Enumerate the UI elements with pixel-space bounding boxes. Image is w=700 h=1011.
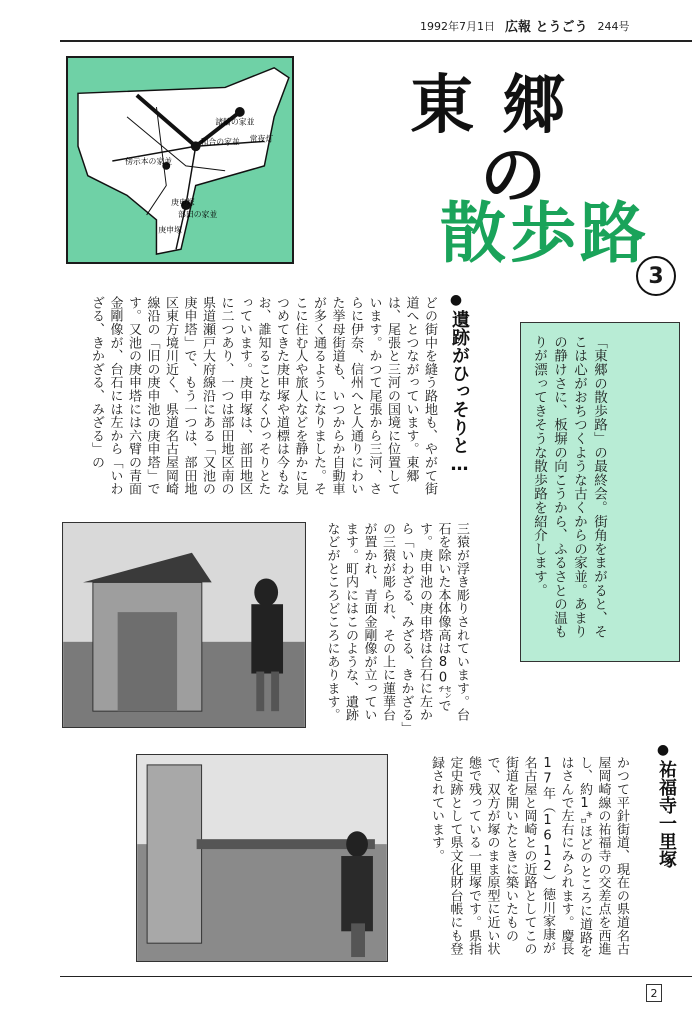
section1-body-continued: 三猿が浮き彫りされています。台石を除いた本体像高は80㌢です。庚申池の庚申塔は台石に左から「いわざる、みざる、きかざる」の三猿が彫られ、その上に蓮華台が置かれ、青面金剛像が立っています。町内にはこのような、遺跡などがところどころにあります。: [324, 522, 469, 729]
section2-body: かつて平針街道、現在の県道名古屋岡崎線の祐福寺の交差点を西進し、約1㌔ほどのところに道路をはさんで左右にみられます。慶長17年（1612）徳川家康が名古屋と岡崎との近路としてこの街道を開いたときに築いたもので、双方が塚のまま原型に近い状態で残っている一里塚です。県指定史跡として県文化財台帳にも登録されています。: [429, 756, 629, 958]
title-line-3: 散歩路: [440, 195, 650, 272]
map-label: 部田の家並: [178, 209, 218, 219]
section1-heading-wrap: [448, 292, 464, 312]
title-line-1: 東郷: [410, 69, 594, 143]
map-label: 常夜灯: [249, 134, 274, 144]
top-rule: [60, 40, 692, 42]
section2-heading: 祐福寺一里塚: [656, 760, 677, 868]
publication-brand: 広報 とうごう: [505, 20, 588, 35]
bottom-rule: [60, 976, 692, 977]
section1-heading: 遺跡がひっそりと…: [449, 310, 470, 475]
map-label: 庚申塚: [158, 225, 182, 235]
map-label: 和合の家並: [200, 137, 240, 147]
series-number-badge: 3: [636, 256, 676, 296]
section2-bullet-wrap: [655, 742, 671, 762]
map-label: 諸輪の家並: [215, 117, 255, 127]
map-illustration: [68, 58, 292, 262]
bullet-icon: ●: [448, 292, 464, 308]
photo-koshin-to: [62, 522, 306, 728]
intro-text: 「東郷の散歩路」の最終会。街角をまがると、そこは心がおちつくような古くからの家並。あまりの静けさに、板塀の向こうから、ふるさとの温もりが漂ってきそうな散歩路を紹介します。: [531, 335, 607, 639]
issue-date: 1992年7月1日: [420, 19, 495, 33]
intro-box: [520, 322, 680, 662]
bullet-icon: ●: [655, 742, 671, 758]
section1-body: どの街中を縫う路地も、やがて街道へとつながっています。東郷は、尾張と三河の国境に位置しています。かつて尾張から三河、さらに伊奈、信州へと人通りにわいた挙母街道も、いつからか自動車が多く通るようになりました。そこに住む人や旅人などを静かに見つめてきた庚申塚や道標は今もなお、誰知ることなくひっそりとたっています。庚申塚は、部田地区に二つあり、一つは部田地区南の県道瀬戸大府線沿にある「又池の庚申塔」で、もう一つは、部田地区東方境川近く、県道名古屋岡崎線沿の「旧の庚申池の庚申塔」です。又池の庚申塔には六臂の青面金剛像が、台石には左から「いわざる、きかざる、みざる」の: [89, 296, 437, 496]
map-label: 庚申塚: [171, 198, 195, 208]
map-label: 傍示本の家並: [125, 156, 173, 166]
issue-number: 244号: [597, 19, 630, 33]
page-number: 2: [646, 984, 662, 1002]
area-map: [66, 56, 294, 264]
photo-ichirizuka: [136, 754, 388, 962]
page-header: [420, 16, 690, 35]
title-line-2: の: [480, 137, 546, 214]
